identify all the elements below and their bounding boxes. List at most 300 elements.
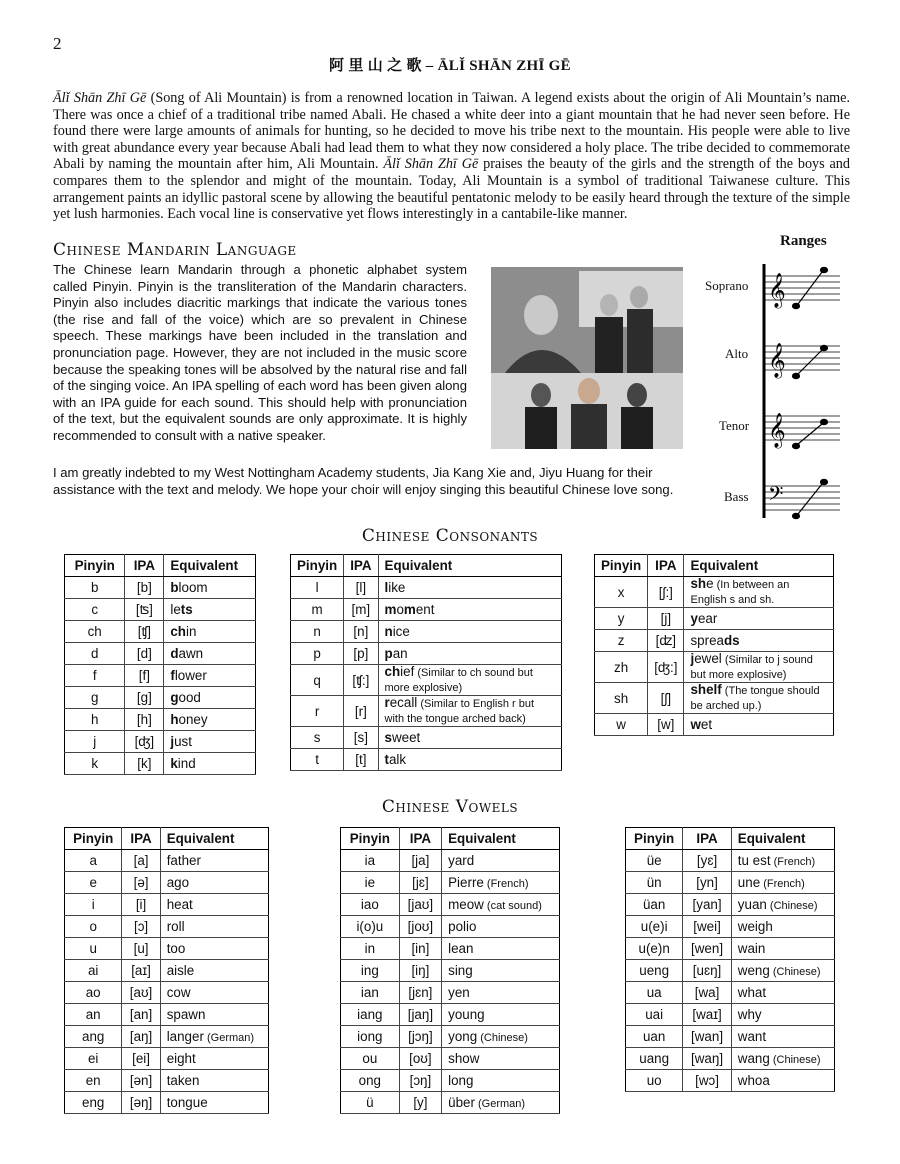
header-pinyin: Pinyin xyxy=(65,828,122,850)
equivalent-word: spawn xyxy=(166,1007,206,1022)
table-row xyxy=(626,982,835,1004)
equivalent-cell xyxy=(731,916,834,938)
equivalent-word: wain xyxy=(737,941,766,956)
equivalent-note: (cat sound) xyxy=(483,900,542,912)
acknowledgement: I am greatly indebted to my West Nottingham Academy students, Jia Kang Xie and, Jiyu Huang for their assistance with the text and melody. We hope your choir will enjoy singing this beautiful Chinese love song. xyxy=(53,465,674,497)
equivalent-cell xyxy=(731,982,834,1004)
equivalent-note: (French) xyxy=(483,878,529,890)
ipa-cell: [i] xyxy=(122,894,160,916)
table-row xyxy=(291,621,562,643)
svg-text:𝄞: 𝄞 xyxy=(768,413,786,448)
ipa-cell: [jaʊ] xyxy=(399,894,441,916)
equivalent-prefix: le xyxy=(170,602,181,617)
equivalent-rest: ind xyxy=(177,756,196,771)
table-row xyxy=(626,872,835,894)
equivalent-cell xyxy=(378,727,561,749)
equivalent-cell xyxy=(378,665,561,696)
group-photo xyxy=(491,373,683,449)
header-pinyin: Pinyin xyxy=(65,555,125,577)
ipa-cell: [t] xyxy=(344,749,378,771)
pinyin-cell: s xyxy=(291,727,344,749)
pinyin-cell: ing xyxy=(341,960,400,982)
ipa-cell: [g] xyxy=(125,687,164,709)
table-row xyxy=(626,938,835,960)
equivalent-word: long xyxy=(448,1073,474,1088)
equivalent-cell xyxy=(442,960,560,982)
pinyin-cell: q xyxy=(291,665,344,696)
ipa-cell: [yɛ] xyxy=(683,850,732,872)
table-row xyxy=(291,696,562,727)
header-equivalent: Equivalent xyxy=(160,828,268,850)
equivalent-cell xyxy=(160,850,268,872)
equivalent-bold: l xyxy=(384,580,389,595)
table-row xyxy=(65,1070,269,1092)
pinyin-cell: zh xyxy=(595,652,648,683)
table-row xyxy=(595,630,834,652)
intro-paragraph xyxy=(53,90,850,223)
ipa-cell: [f] xyxy=(125,665,164,687)
pinyin-cell: üan xyxy=(626,894,683,916)
ipa-cell: [jɛn] xyxy=(399,982,441,1004)
ipa-cell: [ɔ] xyxy=(122,916,160,938)
equivalent-word: aisle xyxy=(166,963,195,978)
pinyin-cell: u(e)n xyxy=(626,938,683,960)
pinyin-cell: i xyxy=(65,894,122,916)
table-row xyxy=(291,727,562,749)
vowels-table-2 xyxy=(340,827,560,1114)
equivalent-word: eight xyxy=(166,1051,196,1066)
table-row xyxy=(341,1092,560,1114)
equivalent-rest: ief xyxy=(400,664,415,679)
equivalent-bold: s xyxy=(384,730,392,745)
equivalent-cell xyxy=(378,577,561,599)
pinyin-cell: üe xyxy=(626,850,683,872)
header-ipa: IPA xyxy=(683,828,732,850)
pinyin-cell: ch xyxy=(65,621,125,643)
pinyin-cell: ou xyxy=(341,1048,400,1070)
ipa-cell: [an] xyxy=(122,1004,160,1026)
equivalent-cell xyxy=(164,665,256,687)
ipa-cell: [ən] xyxy=(122,1070,160,1092)
equivalent-rest: awn xyxy=(178,646,204,661)
ipa-cell: [a] xyxy=(122,850,160,872)
table-row xyxy=(626,1026,835,1048)
table-row xyxy=(65,938,269,960)
table-header-row xyxy=(626,828,835,850)
pinyin-cell: ua xyxy=(626,982,683,1004)
ipa-cell: [s] xyxy=(344,727,378,749)
equivalent-cell xyxy=(378,643,561,665)
ipa-cell: [aʊ] xyxy=(122,982,160,1004)
equivalent-note: (Chinese) xyxy=(769,966,821,978)
range-label-tenor: Tenor xyxy=(719,418,750,433)
equivalent-word: lean xyxy=(448,941,474,956)
equivalent-rest: ood xyxy=(178,690,201,705)
mandarin-paragraph: The Chinese learn Mandarin through a phonetic alphabet system called Pinyin. Pinyin is the transliteration of the Mandarin characters. Pinyin also includes diacritic markings that indicate the various tones (the rise and fall of the voice) which are so prevalent in Chinese speech. These markings have been included in the translation and pronunciation page. However, they are not included in the music score because the speaking tones will be absolved by the natural rise and fall of the singing voice. An IPA spelling of each word has been given along with an IPA guide for each sound. This should help with pronunciation of the text, but the equivalent sounds are only approximate. It is highly recommended to consult with a native speaker. xyxy=(53,262,467,443)
pinyin-cell: y xyxy=(595,608,648,630)
vowels-heading: Chinese Vowels xyxy=(381,797,519,817)
ipa-cell: [wa] xyxy=(683,982,732,1004)
table-row xyxy=(65,665,256,687)
equivalent-cell xyxy=(684,608,834,630)
ipa-cell: [oʊ] xyxy=(399,1048,441,1070)
table-row xyxy=(65,1048,269,1070)
equivalent-note: (Similar to j sound but more explosive) xyxy=(690,654,813,681)
header-equivalent: Equivalent xyxy=(164,555,256,577)
equivalent-cell xyxy=(160,938,268,960)
svg-text:𝄞: 𝄞 xyxy=(768,343,786,378)
pinyin-cell: uo xyxy=(626,1070,683,1092)
equivalent-cell xyxy=(442,894,560,916)
ipa-cell: [aɪ] xyxy=(122,960,160,982)
table-row xyxy=(291,577,562,599)
equivalent-cell xyxy=(442,1048,560,1070)
table-row xyxy=(65,687,256,709)
equivalent-bold: ch xyxy=(384,664,401,679)
header-ipa: IPA xyxy=(399,828,441,850)
equivalent-word: tongue xyxy=(166,1095,208,1110)
equivalent-bold: sh xyxy=(690,576,707,591)
intro-text-2: praises the beauty of the girls and the strength of the boys and compares them to the splendor and might of the mountain. Today, Ali Mountain is a symbol of traditional Taiwanese culture. This arrangement paints an idyllic pastoral scene by allowing the beautiful pentatonic melody to be easily heard through the texture of the simple yet lush harmonies. Each vocal line is conservative yet flows interestingly in a cantabile-like manner. xyxy=(53,156,850,223)
pinyin-cell: sh xyxy=(595,683,648,714)
table-header-row xyxy=(291,555,562,577)
pinyin-cell: ie xyxy=(341,872,400,894)
pinyin-cell: ian xyxy=(341,982,400,1004)
equivalent-word: cow xyxy=(166,985,191,1000)
equivalent-cell xyxy=(164,621,256,643)
header-ipa: IPA xyxy=(344,555,378,577)
equivalent-word: weng xyxy=(737,963,770,978)
table-row xyxy=(291,749,562,771)
pinyin-cell: a xyxy=(65,850,122,872)
intro-text-1: (Song of Ali Mountain) is from a renowned location in Taiwan. A legend exists about the origin of Ali Mountain’s name. There was once a chief of a traditional tribe named Abali. He chased a white deer into a giant mountain that he had never seen before. He found there were large amounts of animals for hunting, so he decided to move his tribe next to the mountain. His people were able to live with great abundance every year because Abali had lead them to what they now considered a holy place. The tribe decided to commemorate Abali by naming the mountain after him, Ali Mountain. xyxy=(53,90,850,173)
equivalent-cell xyxy=(378,696,561,727)
equivalent-cell xyxy=(160,1004,268,1026)
table-header-row xyxy=(341,828,560,850)
equivalent-cell xyxy=(442,1070,560,1092)
mandarin-heading: Chinese Mandarin Language xyxy=(53,240,297,260)
equivalent-cell xyxy=(160,872,268,894)
equivalent-cell xyxy=(731,1004,834,1026)
equivalent-cell xyxy=(164,577,256,599)
equivalent-cell xyxy=(442,916,560,938)
svg-text:𝄢: 𝄢 xyxy=(768,482,784,510)
header-ipa: IPA xyxy=(125,555,164,577)
range-label-soprano: Soprano xyxy=(705,278,749,293)
pinyin-cell: i(o)u xyxy=(341,916,400,938)
equivalent-cell xyxy=(731,850,834,872)
rehearsal-photo xyxy=(491,267,683,373)
pinyin-cell: ü xyxy=(341,1092,400,1114)
pinyin-cell: uai xyxy=(626,1004,683,1026)
equivalent-word: ago xyxy=(166,875,190,890)
ipa-cell: [waɪ] xyxy=(683,1004,732,1026)
table-row xyxy=(595,714,834,736)
table-row xyxy=(341,960,560,982)
equivalent-rest: ust xyxy=(174,734,192,749)
header-equivalent: Equivalent xyxy=(684,555,834,577)
equivalent-rest: loom xyxy=(178,580,208,595)
equivalent-cell xyxy=(731,938,834,960)
ipa-cell: [y] xyxy=(399,1092,441,1114)
equivalent-word: meow xyxy=(448,897,484,912)
table-row xyxy=(65,916,269,938)
table-row xyxy=(626,960,835,982)
ipa-cell: [m] xyxy=(344,599,378,621)
table-header-row xyxy=(595,555,834,577)
equivalent-word: young xyxy=(448,1007,485,1022)
equivalent-word: Pierre xyxy=(448,875,484,890)
pinyin-cell: l xyxy=(291,577,344,599)
pinyin-cell: an xyxy=(65,1004,122,1026)
vowels-table-1 xyxy=(64,827,269,1114)
equivalent-rest: ike xyxy=(388,580,406,595)
equivalent-note: (German) xyxy=(474,1098,526,1110)
equivalent-rest: ecall xyxy=(389,695,418,710)
ranges-title: Ranges xyxy=(780,233,827,249)
ipa-cell: [b] xyxy=(125,577,164,599)
consonants-heading: Chinese Consonants xyxy=(361,526,539,546)
pinyin-cell: u(e)i xyxy=(626,916,683,938)
equivalent-cell xyxy=(378,621,561,643)
equivalent-cell xyxy=(160,1026,268,1048)
equivalent-rest: et xyxy=(700,717,713,732)
pinyin-cell: uang xyxy=(626,1048,683,1070)
rehearsal-photo-art xyxy=(491,267,683,373)
equivalent-cell xyxy=(442,1004,560,1026)
equivalent-bold: n xyxy=(384,624,393,639)
equivalent-word: weigh xyxy=(737,919,773,934)
ipa-cell: [ʤ:] xyxy=(648,652,684,683)
equivalent-cell xyxy=(164,753,256,775)
pinyin-cell: ong xyxy=(341,1070,400,1092)
ranges-chart xyxy=(700,250,860,520)
range-label-bass: Bass xyxy=(724,489,749,504)
ipa-cell: [ei] xyxy=(122,1048,160,1070)
ipa-cell: [h] xyxy=(125,709,164,731)
equivalent-cell xyxy=(160,1070,268,1092)
equivalent-cell xyxy=(731,960,834,982)
equivalent-cell xyxy=(684,683,834,714)
equivalent-bold: k xyxy=(170,756,178,771)
table-row xyxy=(65,1092,269,1114)
equivalent-cell xyxy=(164,731,256,753)
group-photo-art xyxy=(491,373,683,449)
equivalent-note: (German) xyxy=(203,1032,255,1044)
equivalent-cell xyxy=(684,652,834,683)
pinyin-cell: f xyxy=(65,665,125,687)
equivalent-word: roll xyxy=(166,919,185,934)
pinyin-cell: u xyxy=(65,938,122,960)
equivalent-rest: oney xyxy=(178,712,208,727)
equivalent-bold: h xyxy=(170,712,179,727)
equivalent-word: polio xyxy=(448,919,477,934)
pinyin-cell: iong xyxy=(341,1026,400,1048)
pinyin-cell: eng xyxy=(65,1092,122,1114)
table-row xyxy=(626,894,835,916)
consonants-table-1 xyxy=(64,554,256,775)
table-row xyxy=(341,916,560,938)
pinyin-cell: ueng xyxy=(626,960,683,982)
equivalent-cell xyxy=(684,630,834,652)
pinyin-cell: b xyxy=(65,577,125,599)
equivalent-word: sing xyxy=(448,963,473,978)
equivalent-word: yen xyxy=(448,985,470,1000)
table-row xyxy=(341,872,560,894)
ipa-cell: [waŋ] xyxy=(683,1048,732,1070)
equivalent-bold: f xyxy=(170,668,175,683)
ipa-cell: [d] xyxy=(125,643,164,665)
equivalent-word: want xyxy=(737,1029,767,1044)
equivalent-cell xyxy=(684,577,834,608)
ipa-cell: [j] xyxy=(648,608,684,630)
pinyin-cell: g xyxy=(65,687,125,709)
ipa-cell: [jaŋ] xyxy=(399,1004,441,1026)
equivalent-word: show xyxy=(448,1051,480,1066)
pinyin-cell: e xyxy=(65,872,122,894)
table-row xyxy=(595,683,834,714)
equivalent-note: (The tongue should be arched up.) xyxy=(690,685,820,712)
ipa-cell: [ʧ] xyxy=(125,621,164,643)
table-row xyxy=(341,1026,560,1048)
table-row xyxy=(341,1004,560,1026)
table-row xyxy=(65,709,256,731)
song-title-italic-2: Ālǐ Shān Zhī Gē xyxy=(383,156,479,173)
equivalent-cell xyxy=(160,960,268,982)
equivalent-cell xyxy=(442,872,560,894)
equivalent-bold: ts xyxy=(180,602,193,617)
equivalent-note: (Chinese) xyxy=(769,1054,821,1066)
equivalent-cell xyxy=(164,643,256,665)
pinyin-cell: k xyxy=(65,753,125,775)
equivalent-note: (French) xyxy=(760,878,805,890)
equivalent-rest: alk xyxy=(388,752,407,767)
equivalent-bold: ds xyxy=(723,633,740,648)
ipa-cell: [ə] xyxy=(122,872,160,894)
equivalent-word: heat xyxy=(166,897,193,912)
header-pinyin: Pinyin xyxy=(341,828,400,850)
ipa-cell: [aŋ] xyxy=(122,1026,160,1048)
ipa-cell: [u] xyxy=(122,938,160,960)
table-row xyxy=(65,872,269,894)
equivalent-cell xyxy=(160,894,268,916)
equivalent-word: langer xyxy=(166,1029,204,1044)
table-row xyxy=(65,1004,269,1026)
header-equivalent: Equivalent xyxy=(442,828,560,850)
table-row xyxy=(626,1004,835,1026)
consonants-table-3 xyxy=(594,554,834,736)
pinyin-cell: ün xyxy=(626,872,683,894)
song-title-italic: Ālǐ Shān Zhī Gē xyxy=(53,90,147,106)
table-row xyxy=(65,960,269,982)
ipa-cell: [əŋ] xyxy=(122,1092,160,1114)
ipa-cell: [n] xyxy=(344,621,378,643)
equivalent-rest: lower xyxy=(174,668,207,683)
equivalent-word: yuan xyxy=(737,897,767,912)
table-row xyxy=(341,982,560,1004)
equivalent-cell xyxy=(442,938,560,960)
header-equivalent: Equivalent xyxy=(378,555,561,577)
equivalent-bold: m xyxy=(384,602,397,617)
table-row xyxy=(341,938,560,960)
equivalent-note: (Chinese) xyxy=(477,1032,528,1044)
equivalent-cell xyxy=(442,850,560,872)
ipa-cell: [r] xyxy=(344,696,378,727)
equivalent-cell xyxy=(442,1026,560,1048)
pinyin-cell: p xyxy=(291,643,344,665)
equivalent-bold: d xyxy=(170,646,179,661)
pinyin-cell: z xyxy=(595,630,648,652)
equivalent-rest: ear xyxy=(697,611,718,626)
equivalent-rest: an xyxy=(392,646,408,661)
equivalent-prefix: sprea xyxy=(690,633,724,648)
table-row xyxy=(626,850,835,872)
pinyin-cell: in xyxy=(341,938,400,960)
table-row xyxy=(341,850,560,872)
equivalent-bold: y xyxy=(690,611,698,626)
header-pinyin: Pinyin xyxy=(291,555,344,577)
table-row xyxy=(626,1070,835,1092)
equivalent-bold: p xyxy=(384,646,393,661)
equivalent-word: too xyxy=(166,941,186,956)
pinyin-cell: r xyxy=(291,696,344,727)
ipa-cell: [ʃ] xyxy=(648,683,684,714)
equivalent-bold: t xyxy=(384,752,389,767)
ipa-cell: [ʤ] xyxy=(125,731,164,753)
ipa-cell: [k] xyxy=(125,753,164,775)
equivalent-bold: b xyxy=(170,580,179,595)
pinyin-cell: ai xyxy=(65,960,122,982)
table-row xyxy=(595,608,834,630)
equivalent-cell xyxy=(731,1026,834,1048)
equivalent-word: taken xyxy=(166,1073,200,1088)
header-ipa: IPA xyxy=(648,555,684,577)
equivalent-cell xyxy=(378,749,561,771)
table-row xyxy=(341,894,560,916)
consonants-table-2 xyxy=(290,554,562,771)
ipa-cell: [w] xyxy=(648,714,684,736)
table-row xyxy=(341,1070,560,1092)
table-row xyxy=(65,599,256,621)
table-row xyxy=(65,982,269,1004)
svg-text:𝄞: 𝄞 xyxy=(768,273,786,308)
ipa-cell: [wɔ] xyxy=(683,1070,732,1092)
table-row xyxy=(65,894,269,916)
ipa-cell: [wan] xyxy=(683,1026,732,1048)
table-header-row xyxy=(65,555,256,577)
equivalent-rest: in xyxy=(185,624,197,639)
ipa-cell: [l] xyxy=(344,577,378,599)
equivalent-cell xyxy=(164,599,256,621)
table-row xyxy=(65,850,269,872)
table-row xyxy=(65,621,256,643)
table-row xyxy=(291,643,562,665)
table-header-row xyxy=(65,828,269,850)
equivalent-cell xyxy=(378,599,561,621)
equivalent-cell xyxy=(164,709,256,731)
pinyin-cell: h xyxy=(65,709,125,731)
pinyin-cell: t xyxy=(291,749,344,771)
equivalent-bold: j xyxy=(690,651,695,666)
equivalent-word: über xyxy=(448,1095,475,1110)
equivalent-word: whoa xyxy=(737,1073,770,1088)
equivalent-word: tu est xyxy=(737,853,771,868)
pinyin-cell: iang xyxy=(341,1004,400,1026)
equivalent-rest: weet xyxy=(391,730,421,745)
equivalent-cell xyxy=(442,1092,560,1114)
equivalent-bold: shelf xyxy=(690,682,722,697)
equivalent-note: (Chinese) xyxy=(766,900,818,912)
